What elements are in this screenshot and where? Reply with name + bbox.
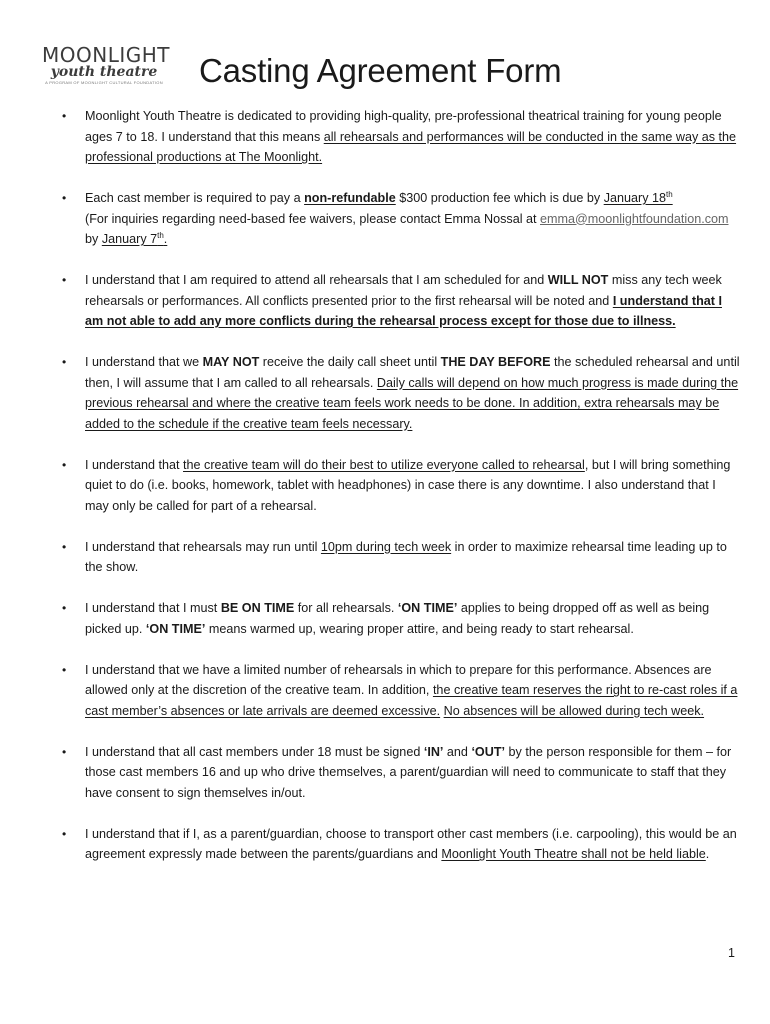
bullet-icon: • [62,457,67,472]
logo-tagline: A PROGRAM OF MOONLIGHT CULTURAL FOUNDATION [45,80,163,85]
logo-subtitle: youth theatre [50,64,158,80]
list-item: • I understand that rehearsals may run until 10pm during tech week in order to maximize rehearsal time leading up to the show. [0,537,770,578]
bullet-icon: • [62,539,67,554]
agreement-list [0,106,770,885]
page-title: Casting Agreement Form [199,52,562,89]
moonlight-logo [42,43,170,85]
bullet-icon: • [62,662,67,677]
list-item: • I understand that I must BE ON TIME for all rehearsals. ‘ON TIME’ applies to being dropped off as well as being picked up. ‘ON TIME’ means warmed up, wearing proper attire, and being ready to start rehearsal. [0,598,770,639]
list-item: • I understand that we MAY NOT receive the daily call sheet until THE DAY BEFORE the scheduled rehearsal and until then, I will assume that I am called to all rehearsals. Daily calls will depend on how much progress is made during the previous rehearsal and where the creative team feels work needs to be done. In addition, extra rehearsals may be added to the schedule if the creative team feels necessary. [0,352,770,434]
bullet-icon: • [62,826,67,841]
bullet-icon: • [62,273,67,287]
email-link[interactable]: emma@moonlightfoundation.com [540,211,729,226]
bullet-icon: • [62,744,67,759]
list-item: • I understand that we have a limited number of rehearsals in which to prepare for this performance. Absences are allowed only at the discretion of the creative team. In addition, the creative team reserves the right to re-cast roles if a cast member’s absences or late arrivals are deemed excessive. No absences will be allowed during tech week. [0,660,770,722]
bullet-icon: • [62,601,67,615]
bullet-icon: • [62,191,67,205]
page-number: 1 [728,946,735,960]
bullet-icon: • [62,109,67,123]
list-item: • Moonlight Youth Theatre is dedicated to providing high-quality, pre-professional theatrical training for young people ages 7 to 18. I understand that this means all rehearsals and performances will be conducted in the same way as the professional productions at The Moonlight. [0,106,770,168]
list-item: • I understand that the creative team will do their best to utilize everyone called to rehearsal, but I will bring something quiet to do (i.e. books, homework, tablet with headphones) in case there is any downtime. I also understand that I may only be called for part of a rehearsal. [0,455,770,517]
bullet-icon: • [62,355,67,369]
logo-wordmark: MOONLIGHT [42,43,170,67]
list-item: • I understand that I am required to attend all rehearsals that I am scheduled for and WILL NOT miss any tech week rehearsals or performances. All conflicts presented prior to the first rehearsal will be noted and I understand that I am not able to add any more conflicts during the rehearsal process except for those due to illness. [0,270,770,332]
list-item: • Each cast member is required to pay a non-refundable $300 production fee which is due by January 18th (For inquiries regarding need-based fee waivers, please contact Emma Nossal at emma@moonlightfoundation.com by January 7th. [62,189,729,246]
list-item: • I understand that all cast members under 18 must be signed ‘IN’ and ‘OUT’ by the person responsible for them – for those cast members 16 and up who drive themselves, a parent/guardian will need to communicate to staff that they have consent to sign themselves in/out. [0,742,770,804]
list-item: • I understand that if I, as a parent/guardian, choose to transport other cast members (i.e. carpooling), this would be an agreement expressly made between the parents/guardians and Moonlight Youth Theatre shall not be held liable. [0,824,770,865]
